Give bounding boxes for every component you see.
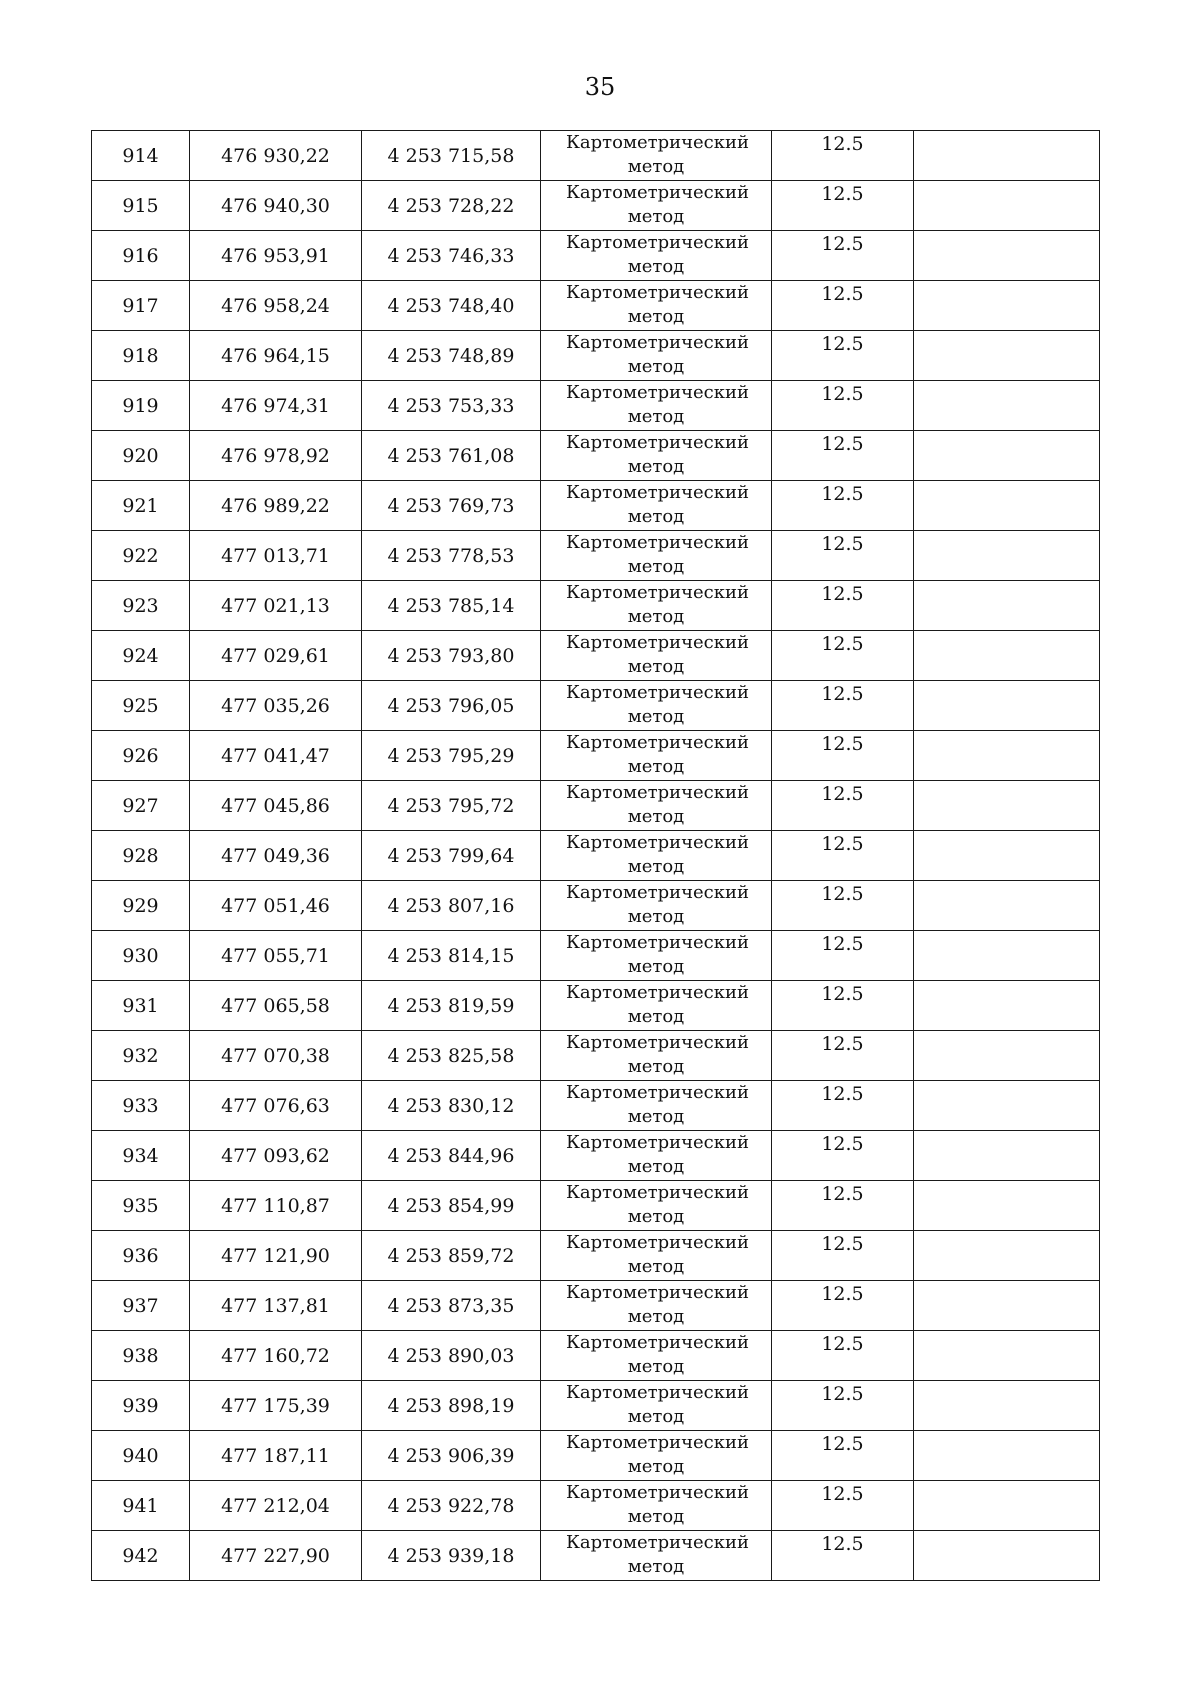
- y-coordinate-cell: 4 253 761,08: [362, 431, 541, 481]
- accuracy-cell: 12.5: [772, 1381, 914, 1431]
- point-number-cell: 939: [92, 1381, 190, 1431]
- accuracy-cell: 12.5: [772, 1081, 914, 1131]
- method-text: Картометрический метод: [566, 932, 749, 977]
- accuracy-cell: 12.5: [772, 681, 914, 731]
- accuracy-cell: 12.5: [772, 531, 914, 581]
- point-number-cell: 928: [92, 831, 190, 881]
- table-row: [92, 1281, 1100, 1331]
- x-coordinate-cell: 476 964,15: [190, 331, 362, 381]
- table-row: [92, 231, 1100, 281]
- y-coordinate-cell: 4 253 769,73: [362, 481, 541, 531]
- note-cell: [914, 381, 1100, 431]
- accuracy-cell: 12.5: [772, 1331, 914, 1381]
- y-coordinate-cell: 4 253 795,29: [362, 731, 541, 781]
- method-text: Картометрический метод: [566, 582, 749, 627]
- y-coordinate-cell: 4 253 819,59: [362, 981, 541, 1031]
- note-cell: [914, 1181, 1100, 1231]
- method-cell: [541, 581, 772, 631]
- y-coordinate-cell: 4 253 793,80: [362, 631, 541, 681]
- method-cell: [541, 781, 772, 831]
- point-number-cell: 930: [92, 931, 190, 981]
- method-text: Картометрический метод: [566, 1232, 749, 1277]
- y-coordinate-cell: 4 253 746,33: [362, 231, 541, 281]
- method-text: Картометрический метод: [566, 1032, 749, 1077]
- point-number-cell: 927: [92, 781, 190, 831]
- accuracy-cell: 12.5: [772, 631, 914, 681]
- table-row: [92, 831, 1100, 881]
- method-text: Картометрический метод: [566, 682, 749, 727]
- point-number-cell: 933: [92, 1081, 190, 1131]
- y-coordinate-cell: 4 253 859,72: [362, 1231, 541, 1281]
- method-text: Картометрический метод: [566, 1532, 749, 1577]
- y-coordinate-cell: 4 253 825,58: [362, 1031, 541, 1081]
- method-text: Картометрический метод: [566, 532, 749, 577]
- table-row: [92, 931, 1100, 981]
- x-coordinate-cell: 477 093,62: [190, 1131, 362, 1181]
- note-cell: [914, 631, 1100, 681]
- table-row: [92, 981, 1100, 1031]
- point-number-cell: 916: [92, 231, 190, 281]
- point-number-cell: 942: [92, 1531, 190, 1581]
- y-coordinate-cell: 4 253 748,40: [362, 281, 541, 331]
- method-cell: [541, 231, 772, 281]
- table-row: [92, 181, 1100, 231]
- method-text: Картометрический метод: [566, 882, 749, 927]
- method-cell: [541, 1531, 772, 1581]
- method-text: Картометрический метод: [566, 832, 749, 877]
- method-text: Картометрический метод: [566, 132, 749, 177]
- table-row: [92, 281, 1100, 331]
- note-cell: [914, 981, 1100, 1031]
- table-row: [92, 531, 1100, 581]
- method-cell: [541, 1131, 772, 1181]
- table-row: [92, 681, 1100, 731]
- note-cell: [914, 1331, 1100, 1381]
- method-cell: [541, 731, 772, 781]
- accuracy-cell: 12.5: [772, 131, 914, 181]
- accuracy-cell: 12.5: [772, 1131, 914, 1181]
- x-coordinate-cell: 477 013,71: [190, 531, 362, 581]
- method-cell: [541, 181, 772, 231]
- x-coordinate-cell: 477 227,90: [190, 1531, 362, 1581]
- y-coordinate-cell: 4 253 748,89: [362, 331, 541, 381]
- y-coordinate-cell: 4 253 830,12: [362, 1081, 541, 1131]
- table-row: [92, 1381, 1100, 1431]
- coordinates-table-body: [92, 131, 1100, 1581]
- note-cell: [914, 581, 1100, 631]
- method-cell: [541, 1431, 772, 1481]
- note-cell: [914, 1481, 1100, 1531]
- note-cell: [914, 1081, 1100, 1131]
- method-text: Картометрический метод: [566, 632, 749, 677]
- table-row: [92, 1231, 1100, 1281]
- method-cell: [541, 981, 772, 1031]
- accuracy-cell: 12.5: [772, 231, 914, 281]
- method-cell: [541, 1231, 772, 1281]
- method-text: Картометрический метод: [566, 1382, 749, 1427]
- y-coordinate-cell: 4 253 728,22: [362, 181, 541, 231]
- x-coordinate-cell: 476 940,30: [190, 181, 362, 231]
- method-text: Картометрический метод: [566, 432, 749, 477]
- x-coordinate-cell: 477 076,63: [190, 1081, 362, 1131]
- y-coordinate-cell: 4 253 906,39: [362, 1431, 541, 1481]
- x-coordinate-cell: 477 137,81: [190, 1281, 362, 1331]
- point-number-cell: 917: [92, 281, 190, 331]
- accuracy-cell: 12.5: [772, 1031, 914, 1081]
- table-row: [92, 1081, 1100, 1131]
- x-coordinate-cell: 477 029,61: [190, 631, 362, 681]
- accuracy-cell: 12.5: [772, 1181, 914, 1231]
- method-text: Картометрический метод: [566, 1182, 749, 1227]
- method-cell: [541, 881, 772, 931]
- table-row: [92, 131, 1100, 181]
- point-number-cell: 914: [92, 131, 190, 181]
- note-cell: [914, 231, 1100, 281]
- method-text: Картометрический метод: [566, 232, 749, 277]
- y-coordinate-cell: 4 253 898,19: [362, 1381, 541, 1431]
- x-coordinate-cell: 477 212,04: [190, 1481, 362, 1531]
- accuracy-cell: 12.5: [772, 931, 914, 981]
- y-coordinate-cell: 4 253 778,53: [362, 531, 541, 581]
- accuracy-cell: 12.5: [772, 481, 914, 531]
- x-coordinate-cell: 477 070,38: [190, 1031, 362, 1081]
- method-cell: [541, 431, 772, 481]
- y-coordinate-cell: 4 253 854,99: [362, 1181, 541, 1231]
- x-coordinate-cell: 477 121,90: [190, 1231, 362, 1281]
- table-row: [92, 1031, 1100, 1081]
- x-coordinate-cell: 476 953,91: [190, 231, 362, 281]
- note-cell: [914, 681, 1100, 731]
- table-row: [92, 431, 1100, 481]
- x-coordinate-cell: 476 989,22: [190, 481, 362, 531]
- table-row: [92, 1431, 1100, 1481]
- y-coordinate-cell: 4 253 799,64: [362, 831, 541, 881]
- method-text: Картометрический метод: [566, 182, 749, 227]
- accuracy-cell: 12.5: [772, 731, 914, 781]
- point-number-cell: 922: [92, 531, 190, 581]
- method-cell: [541, 481, 772, 531]
- table-row: [92, 1531, 1100, 1581]
- point-number-cell: 925: [92, 681, 190, 731]
- accuracy-cell: 12.5: [772, 1281, 914, 1331]
- table-row: [92, 1131, 1100, 1181]
- method-cell: [541, 531, 772, 581]
- x-coordinate-cell: 476 930,22: [190, 131, 362, 181]
- note-cell: [914, 1381, 1100, 1431]
- y-coordinate-cell: 4 253 814,15: [362, 931, 541, 981]
- accuracy-cell: 12.5: [772, 781, 914, 831]
- table-row: [92, 881, 1100, 931]
- table-row: [92, 631, 1100, 681]
- note-cell: [914, 881, 1100, 931]
- method-text: Картометрический метод: [566, 282, 749, 327]
- note-cell: [914, 731, 1100, 781]
- accuracy-cell: 12.5: [772, 181, 914, 231]
- y-coordinate-cell: 4 253 785,14: [362, 581, 541, 631]
- table-row: [92, 481, 1100, 531]
- x-coordinate-cell: 477 110,87: [190, 1181, 362, 1231]
- table-row: [92, 581, 1100, 631]
- accuracy-cell: 12.5: [772, 981, 914, 1031]
- table-row: [92, 1181, 1100, 1231]
- method-text: Картометрический метод: [566, 1282, 749, 1327]
- table-row: [92, 781, 1100, 831]
- x-coordinate-cell: 477 051,46: [190, 881, 362, 931]
- method-text: Картометрический метод: [566, 782, 749, 827]
- method-cell: [541, 281, 772, 331]
- accuracy-cell: 12.5: [772, 1231, 914, 1281]
- x-coordinate-cell: 477 187,11: [190, 1431, 362, 1481]
- point-number-cell: 936: [92, 1231, 190, 1281]
- y-coordinate-cell: 4 253 873,35: [362, 1281, 541, 1331]
- method-text: Картометрический метод: [566, 1082, 749, 1127]
- table-row: [92, 331, 1100, 381]
- note-cell: [914, 931, 1100, 981]
- note-cell: [914, 781, 1100, 831]
- method-cell: [541, 931, 772, 981]
- method-cell: [541, 1081, 772, 1131]
- accuracy-cell: 12.5: [772, 431, 914, 481]
- accuracy-cell: 12.5: [772, 331, 914, 381]
- point-number-cell: 937: [92, 1281, 190, 1331]
- x-coordinate-cell: 477 045,86: [190, 781, 362, 831]
- note-cell: [914, 431, 1100, 481]
- accuracy-cell: 12.5: [772, 1481, 914, 1531]
- note-cell: [914, 281, 1100, 331]
- y-coordinate-cell: 4 253 922,78: [362, 1481, 541, 1531]
- y-coordinate-cell: 4 253 715,58: [362, 131, 541, 181]
- point-number-cell: 920: [92, 431, 190, 481]
- page-number: 35: [584, 73, 616, 101]
- method-cell: [541, 1481, 772, 1531]
- point-number-cell: 924: [92, 631, 190, 681]
- x-coordinate-cell: 476 958,24: [190, 281, 362, 331]
- method-cell: [541, 1181, 772, 1231]
- x-coordinate-cell: 477 049,36: [190, 831, 362, 881]
- y-coordinate-cell: 4 253 796,05: [362, 681, 541, 731]
- method-text: Картометрический метод: [566, 1332, 749, 1377]
- method-cell: [541, 681, 772, 731]
- y-coordinate-cell: 4 253 844,96: [362, 1131, 541, 1181]
- note-cell: [914, 131, 1100, 181]
- table-row: [92, 381, 1100, 431]
- note-cell: [914, 1531, 1100, 1581]
- x-coordinate-cell: 477 041,47: [190, 731, 362, 781]
- method-cell: [541, 1331, 772, 1381]
- method-text: Картометрический метод: [566, 1132, 749, 1177]
- table-row: [92, 1481, 1100, 1531]
- y-coordinate-cell: 4 253 753,33: [362, 381, 541, 431]
- accuracy-cell: 12.5: [772, 1531, 914, 1581]
- accuracy-cell: 12.5: [772, 381, 914, 431]
- point-number-cell: 931: [92, 981, 190, 1031]
- method-text: Картометрический метод: [566, 382, 749, 427]
- method-cell: [541, 631, 772, 681]
- x-coordinate-cell: 477 160,72: [190, 1331, 362, 1381]
- y-coordinate-cell: 4 253 939,18: [362, 1531, 541, 1581]
- x-coordinate-cell: 477 055,71: [190, 931, 362, 981]
- method-text: Картометрический метод: [566, 982, 749, 1027]
- x-coordinate-cell: 477 021,13: [190, 581, 362, 631]
- point-number-cell: 918: [92, 331, 190, 381]
- method-text: Картометрический метод: [566, 1432, 749, 1477]
- point-number-cell: 915: [92, 181, 190, 231]
- point-number-cell: 921: [92, 481, 190, 531]
- x-coordinate-cell: 476 978,92: [190, 431, 362, 481]
- method-text: Картометрический метод: [566, 1482, 749, 1527]
- note-cell: [914, 1231, 1100, 1281]
- note-cell: [914, 481, 1100, 531]
- table-row: [92, 731, 1100, 781]
- note-cell: [914, 181, 1100, 231]
- y-coordinate-cell: 4 253 807,16: [362, 881, 541, 931]
- note-cell: [914, 1131, 1100, 1181]
- x-coordinate-cell: 477 175,39: [190, 1381, 362, 1431]
- note-cell: [914, 1031, 1100, 1081]
- method-text: Картометрический метод: [566, 732, 749, 777]
- method-cell: [541, 831, 772, 881]
- coordinates-table: [91, 130, 1100, 1581]
- method-text: Картометрический метод: [566, 482, 749, 527]
- method-cell: [541, 131, 772, 181]
- point-number-cell: 919: [92, 381, 190, 431]
- point-number-cell: 940: [92, 1431, 190, 1481]
- method-cell: [541, 1281, 772, 1331]
- point-number-cell: 938: [92, 1331, 190, 1381]
- point-number-cell: 941: [92, 1481, 190, 1531]
- method-cell: [541, 1031, 772, 1081]
- x-coordinate-cell: 476 974,31: [190, 381, 362, 431]
- point-number-cell: 926: [92, 731, 190, 781]
- method-cell: [541, 381, 772, 431]
- point-number-cell: 932: [92, 1031, 190, 1081]
- point-number-cell: 935: [92, 1181, 190, 1231]
- table-row: [92, 1331, 1100, 1381]
- accuracy-cell: 12.5: [772, 281, 914, 331]
- accuracy-cell: 12.5: [772, 1431, 914, 1481]
- method-cell: [541, 1381, 772, 1431]
- x-coordinate-cell: 477 065,58: [190, 981, 362, 1031]
- accuracy-cell: 12.5: [772, 831, 914, 881]
- method-text: Картометрический метод: [566, 332, 749, 377]
- note-cell: [914, 1281, 1100, 1331]
- note-cell: [914, 831, 1100, 881]
- note-cell: [914, 331, 1100, 381]
- accuracy-cell: 12.5: [772, 581, 914, 631]
- accuracy-cell: 12.5: [772, 881, 914, 931]
- x-coordinate-cell: 477 035,26: [190, 681, 362, 731]
- point-number-cell: 934: [92, 1131, 190, 1181]
- note-cell: [914, 531, 1100, 581]
- y-coordinate-cell: 4 253 890,03: [362, 1331, 541, 1381]
- method-cell: [541, 331, 772, 381]
- y-coordinate-cell: 4 253 795,72: [362, 781, 541, 831]
- point-number-cell: 929: [92, 881, 190, 931]
- point-number-cell: 923: [92, 581, 190, 631]
- note-cell: [914, 1431, 1100, 1481]
